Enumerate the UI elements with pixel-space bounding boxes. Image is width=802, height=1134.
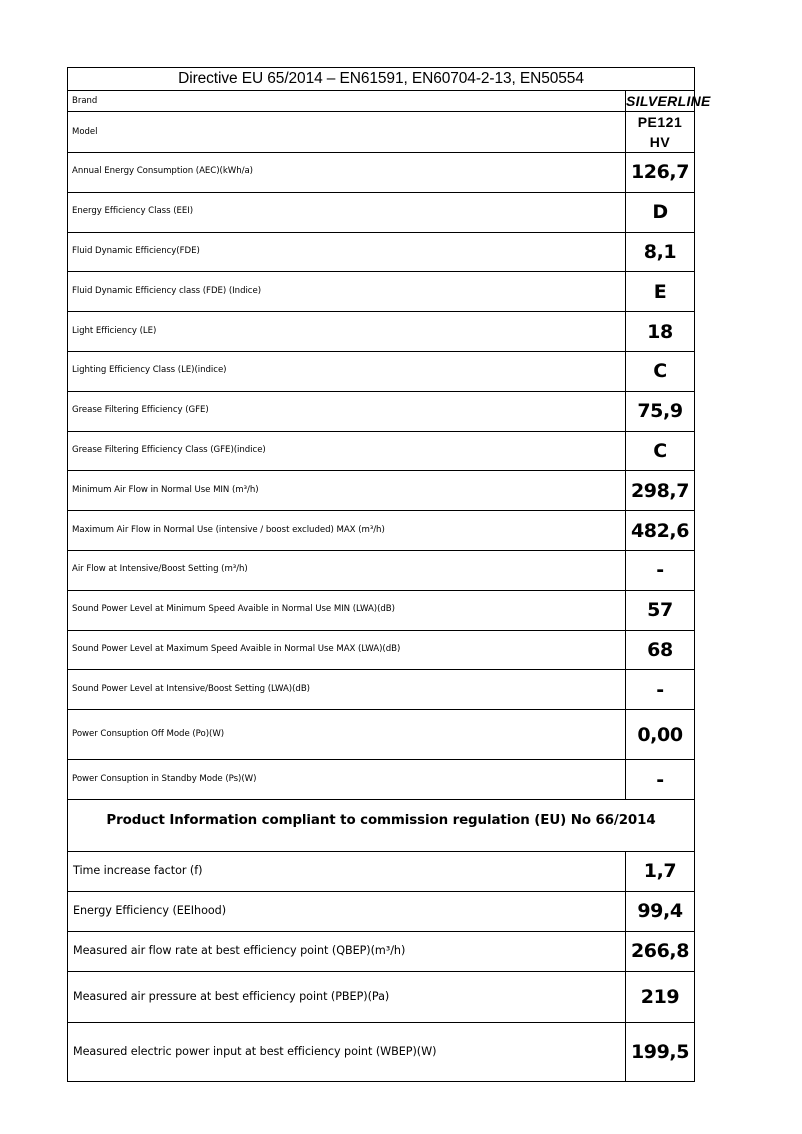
spec-value: D bbox=[626, 192, 695, 232]
table-row bbox=[68, 431, 695, 471]
table-row bbox=[68, 760, 695, 800]
table-row bbox=[68, 590, 695, 630]
brand-value: SILVERLINE bbox=[626, 91, 695, 112]
section-header-row bbox=[68, 799, 695, 851]
spec-value: 0,00 bbox=[626, 710, 695, 760]
table-row bbox=[68, 153, 695, 193]
table-row bbox=[68, 971, 695, 1022]
spec-value: 482,6 bbox=[626, 511, 695, 551]
spec-label: Sound Power Level at Minimum Speed Avaible in Normal Use MIN (LWA)(dB) bbox=[68, 590, 626, 630]
spec-label: Minimum Air Flow in Normal Use MIN (m³/h) bbox=[68, 471, 626, 511]
spec-value: C bbox=[626, 431, 695, 471]
spec-label: Sound Power Level at Intensive/Boost Setting (LWA)(dB) bbox=[68, 670, 626, 710]
spec-label: Power Consuption in Standby Mode (Ps)(W) bbox=[68, 760, 626, 800]
spec-label: Lighting Efficiency Class (LE)(indice) bbox=[68, 351, 626, 391]
spec-label: Air Flow at Intensive/Boost Setting (m³/h) bbox=[68, 550, 626, 590]
spec-value: 266,8 bbox=[626, 931, 695, 971]
table-row bbox=[68, 471, 695, 511]
spec-label: Fluid Dynamic Efficiency class (FDE) (Indice) bbox=[68, 272, 626, 312]
table-row bbox=[68, 550, 695, 590]
spec-label: Energy Efficiency Class (EEI) bbox=[68, 192, 626, 232]
table-body bbox=[68, 68, 711, 1082]
table-row bbox=[68, 891, 695, 931]
spec-value: 99,4 bbox=[626, 891, 695, 931]
table-row bbox=[68, 351, 695, 391]
spec-value: 126,7 bbox=[626, 153, 695, 193]
table-row bbox=[68, 931, 695, 971]
table-row bbox=[68, 630, 695, 670]
table-row bbox=[68, 710, 695, 760]
spec-value: 8,1 bbox=[626, 232, 695, 272]
spec-value: 18 bbox=[626, 312, 695, 352]
brand-label: Brand bbox=[68, 91, 626, 112]
spec-value: 1,7 bbox=[626, 851, 695, 891]
spec-value: C bbox=[626, 351, 695, 391]
table-row bbox=[68, 192, 695, 232]
spec-label: Maximum Air Flow in Normal Use (intensive / boost excluded) MAX (m³/h) bbox=[68, 511, 626, 551]
spec-label: Power Consuption Off Mode (Po)(W) bbox=[68, 710, 626, 760]
spec-label: Measured air flow rate at best efficiency point (QBEP)(m³/h) bbox=[68, 931, 626, 971]
product-datasheet-table bbox=[67, 67, 711, 1082]
table-row bbox=[68, 312, 695, 352]
model-value: PE121 HV bbox=[626, 112, 695, 153]
table-row bbox=[68, 391, 695, 431]
title-row bbox=[68, 68, 695, 91]
table-row bbox=[68, 232, 695, 272]
spec-label: Annual Energy Consumption (AEC)(kWh/a) bbox=[68, 153, 626, 193]
spec-label: Energy Efficiency (EEIhood) bbox=[68, 891, 626, 931]
table-row bbox=[68, 272, 695, 312]
table-row bbox=[68, 851, 695, 891]
directive-title: Directive EU 65/2014 – EN61591, EN60704-2-13, EN50554 bbox=[68, 68, 695, 91]
spec-value: - bbox=[626, 550, 695, 590]
table-row bbox=[68, 1022, 695, 1081]
spec-value: 199,5 bbox=[626, 1022, 695, 1081]
spec-value: - bbox=[626, 760, 695, 800]
table-row bbox=[68, 670, 695, 710]
table-row bbox=[68, 511, 695, 551]
spec-value: 68 bbox=[626, 630, 695, 670]
spec-label: Light Efficiency (LE) bbox=[68, 312, 626, 352]
spec-value: - bbox=[626, 670, 695, 710]
spec-value: 219 bbox=[626, 971, 695, 1022]
model-row bbox=[68, 112, 695, 153]
spec-label: Sound Power Level at Maximum Speed Avaible in Normal Use MAX (LWA)(dB) bbox=[68, 630, 626, 670]
spec-label: Measured electric power input at best efficiency point (WBEP)(W) bbox=[68, 1022, 626, 1081]
spec-value: E bbox=[626, 272, 695, 312]
model-label: Model bbox=[68, 112, 626, 153]
brand-row bbox=[68, 91, 695, 112]
regulation-section-header: Product Information compliant to commission regulation (EU) No 66/2014 bbox=[68, 799, 695, 851]
spec-label: Fluid Dynamic Efficiency(FDE) bbox=[68, 232, 626, 272]
spec-value: 298,7 bbox=[626, 471, 695, 511]
spec-value: 75,9 bbox=[626, 391, 695, 431]
spec-label: Grease Filtering Efficiency (GFE) bbox=[68, 391, 626, 431]
spec-label: Grease Filtering Efficiency Class (GFE)(indice) bbox=[68, 431, 626, 471]
spec-label: Time increase factor (f) bbox=[68, 851, 626, 891]
spec-value: 57 bbox=[626, 590, 695, 630]
spec-label: Measured air pressure at best efficiency point (PBEP)(Pa) bbox=[68, 971, 626, 1022]
